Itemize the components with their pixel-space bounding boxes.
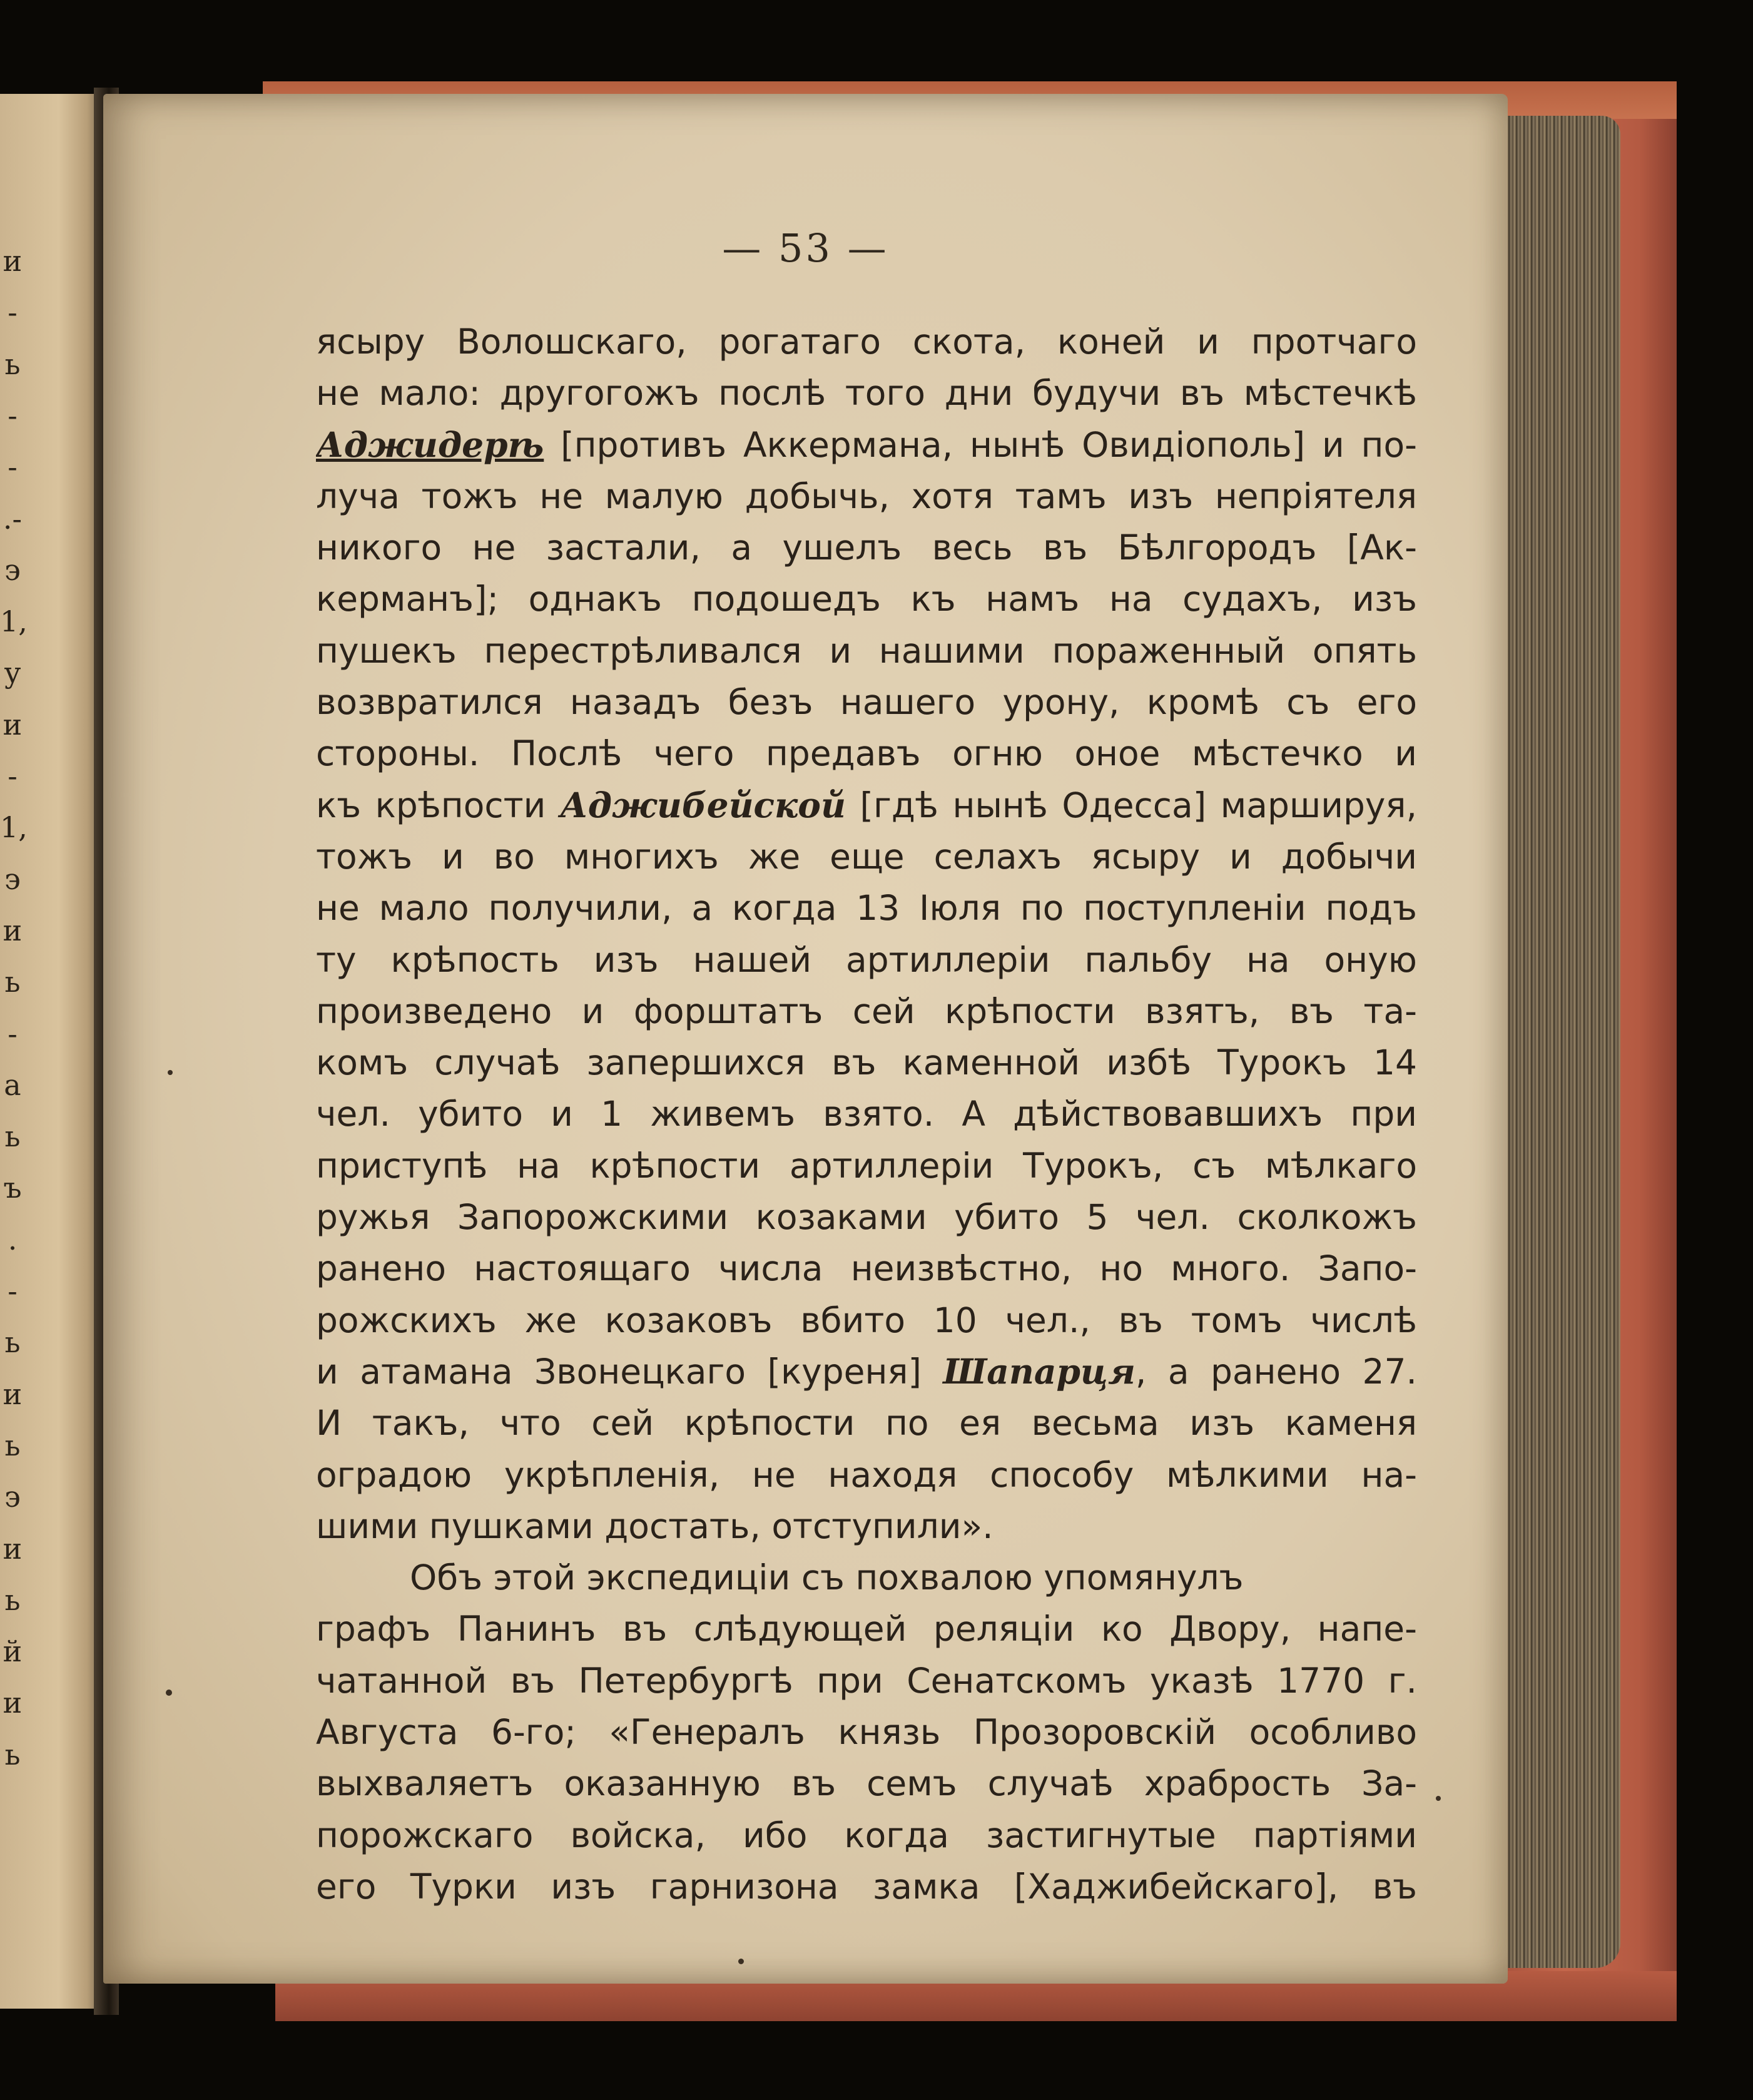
- text-line: [316, 1449, 1417, 1501]
- text-run: его Турки изъ гарнизона замка [Хаджибейскаго], въ: [316, 1866, 1417, 1907]
- previous-page-glyph: -: [8, 759, 18, 793]
- page-text: [316, 316, 1417, 1912]
- text-run: стороны. Послѣ чего предавъ огню оное мѣстечко и: [316, 733, 1417, 774]
- previous-page-glyph: а: [4, 1068, 21, 1102]
- text-run: керманъ]; однакъ подошедъ къ намъ на судахъ, изъ: [316, 579, 1417, 619]
- text-line: [316, 1295, 1417, 1346]
- previous-page-glyph: 1,: [0, 604, 28, 639]
- text-line: [316, 1501, 1417, 1552]
- text-line: [316, 1861, 1417, 1912]
- text-run: порожскаго войска, ибо когда застигнутые партіями: [316, 1815, 1417, 1855]
- italic-name: Аджибейской: [560, 784, 846, 825]
- previous-page-glyph: ь: [4, 965, 21, 999]
- previous-page-edge: [0, 94, 106, 2009]
- previous-page-glyph: 1,: [0, 810, 28, 845]
- book-page: [103, 94, 1508, 1984]
- previous-page-glyph: .-: [3, 501, 23, 536]
- text-line: [316, 676, 1417, 728]
- previous-page-glyph: и: [3, 1377, 23, 1411]
- text-run: возвратился назадъ безъ нашего урону, кромѣ съ его: [316, 682, 1417, 723]
- page-number: — 53 —: [722, 225, 889, 271]
- text-run: и атамана Звонецкаго [куреня]: [316, 1351, 943, 1392]
- text-run: ту крѣпость изъ нашей артиллеріи пальбу на оную: [316, 939, 1417, 980]
- text-line: [316, 882, 1417, 934]
- previous-page-glyph: э: [4, 862, 21, 896]
- text-run: не мало: другогожъ послѣ того дни будучи въ мѣстечкѣ: [316, 373, 1417, 414]
- text-run: луча тожъ не малую добычь, хотя тамъ изъ непріятеля: [316, 476, 1417, 516]
- previous-page-glyph: ь: [4, 1583, 21, 1617]
- text-line: [316, 831, 1417, 882]
- page-block-edge: [1501, 116, 1620, 1968]
- text-run: графъ Панинъ въ слѣдующей реляціи ко Двору, напе-: [316, 1609, 1417, 1649]
- text-run: рожскихъ же козаковъ вбито 10 чел., въ томъ числѣ: [316, 1300, 1417, 1340]
- text-line: [316, 1397, 1417, 1449]
- previous-page-glyph: .: [8, 1222, 18, 1256]
- text-run: Объ этой экспедиціи съ похвалою упомянулъ: [410, 1557, 1244, 1598]
- previous-page-glyph: и: [3, 913, 23, 947]
- paper-speck: [1436, 1796, 1441, 1801]
- text-line: [316, 728, 1417, 779]
- previous-page-glyph: -: [8, 1274, 18, 1308]
- text-line: [316, 1810, 1417, 1861]
- text-run: ясыру Волошскаго, рогатаго скота, коней и протчаго: [316, 322, 1417, 362]
- text-run: ружья Запорожскими козаками убито 5 чел. сколкожъ: [316, 1197, 1417, 1238]
- text-line: [316, 1191, 1417, 1243]
- previous-page-glyph: э: [4, 1480, 21, 1514]
- text-line: [316, 1655, 1417, 1706]
- text-line: [316, 1140, 1417, 1191]
- previous-page-glyph: ь: [4, 1325, 21, 1360]
- text-run: произведено и форштатъ сей крѣпости взятъ, въ та-: [316, 991, 1417, 1031]
- previous-page-glyph: и: [3, 707, 23, 742]
- previous-page-glyph: ъ: [3, 1171, 22, 1205]
- text-run: , а ранено 27.: [1135, 1351, 1417, 1392]
- text-line: [316, 1706, 1417, 1758]
- text-line: [316, 1037, 1417, 1088]
- text-run: [противъ Аккермана, нынѣ Овидіополь] и по-: [544, 424, 1417, 465]
- italic-name: Аджидерѣ: [316, 424, 544, 465]
- previous-page-glyph: -: [8, 398, 18, 432]
- text-run: къ крѣпости: [316, 785, 561, 825]
- previous-page-glyph: э: [4, 553, 21, 587]
- text-line: [316, 367, 1417, 419]
- text-line: [316, 1346, 1417, 1397]
- text-line: [316, 573, 1417, 624]
- text-line: [316, 934, 1417, 986]
- paper-speck: [738, 1959, 744, 1964]
- text-line: [316, 471, 1417, 522]
- text-run: не мало получили, а когда 13 Іюля по поступленіи подъ: [316, 888, 1417, 929]
- text-run: никого не застали, а ушелъ весь въ Бѣлгородъ [Ак-: [316, 528, 1417, 568]
- paper-speck: [168, 1070, 173, 1075]
- text-run: приступѣ на крѣпости артиллеріи Турокъ, съ мѣлкаго: [316, 1145, 1417, 1186]
- text-run: И такъ, что сей крѣпости по ея весьма изъ каменя: [316, 1403, 1417, 1444]
- text-line: [316, 1552, 1417, 1603]
- previous-page-glyph: и: [3, 1686, 23, 1720]
- previous-page-glyph: и: [3, 1531, 23, 1566]
- text-line: [316, 625, 1417, 676]
- text-run: шими пушками достать, отступили».: [316, 1506, 993, 1546]
- previous-page-glyph: -: [8, 295, 18, 330]
- text-run: комъ случаѣ запершихся въ каменной избѣ Турокъ 14: [316, 1042, 1417, 1083]
- previous-page-glyph: -: [8, 450, 18, 484]
- previous-page-glyph: ь: [4, 347, 21, 381]
- text-run: тожъ и во многихъ же еще селахъ ясыру и добычи: [316, 836, 1417, 877]
- previous-page-glyph: и: [3, 244, 23, 278]
- text-run: чел. убито и 1 живемъ взято. А дѣйствовавшихъ при: [316, 1094, 1417, 1134]
- text-line: [316, 1243, 1417, 1294]
- text-line: [316, 1088, 1417, 1139]
- previous-page-glyph: ь: [4, 1119, 21, 1154]
- previous-page-glyph: ь: [4, 1737, 21, 1771]
- text-run: Августа 6-го; «Генералъ князь Прозоровскій особливо: [316, 1712, 1417, 1753]
- text-line: [316, 1603, 1417, 1654]
- text-line: [316, 780, 1417, 831]
- text-line: [316, 419, 1417, 471]
- previous-page-glyph: -: [8, 1016, 18, 1051]
- previous-page-glyph: у: [4, 656, 21, 690]
- previous-page-glyph: й: [3, 1634, 23, 1669]
- text-run: пушекъ перестрѣливался и нашими пораженный опять: [316, 630, 1417, 671]
- text-run: чатанной въ Петербургѣ при Сенатскомъ указѣ 1770 г.: [316, 1660, 1417, 1701]
- italic-name: Шапарця: [943, 1350, 1136, 1392]
- text-line: [316, 1758, 1417, 1809]
- paper-speck: [166, 1690, 172, 1696]
- text-run: оградою укрѣпленія, не находя способу мѣлкими на-: [316, 1454, 1417, 1495]
- text-run: ранено настоящаго числа неизвѣстно, но много. Запо-: [316, 1248, 1417, 1289]
- text-run: выхваляетъ оказанную въ семъ случаѣ храбрость За-: [316, 1763, 1417, 1804]
- text-run: [гдѣ нынѣ Одесса] маршируя,: [845, 785, 1417, 825]
- text-line: [316, 986, 1417, 1037]
- previous-page-glyph: ь: [4, 1428, 21, 1462]
- text-line: [316, 316, 1417, 367]
- text-line: [316, 522, 1417, 573]
